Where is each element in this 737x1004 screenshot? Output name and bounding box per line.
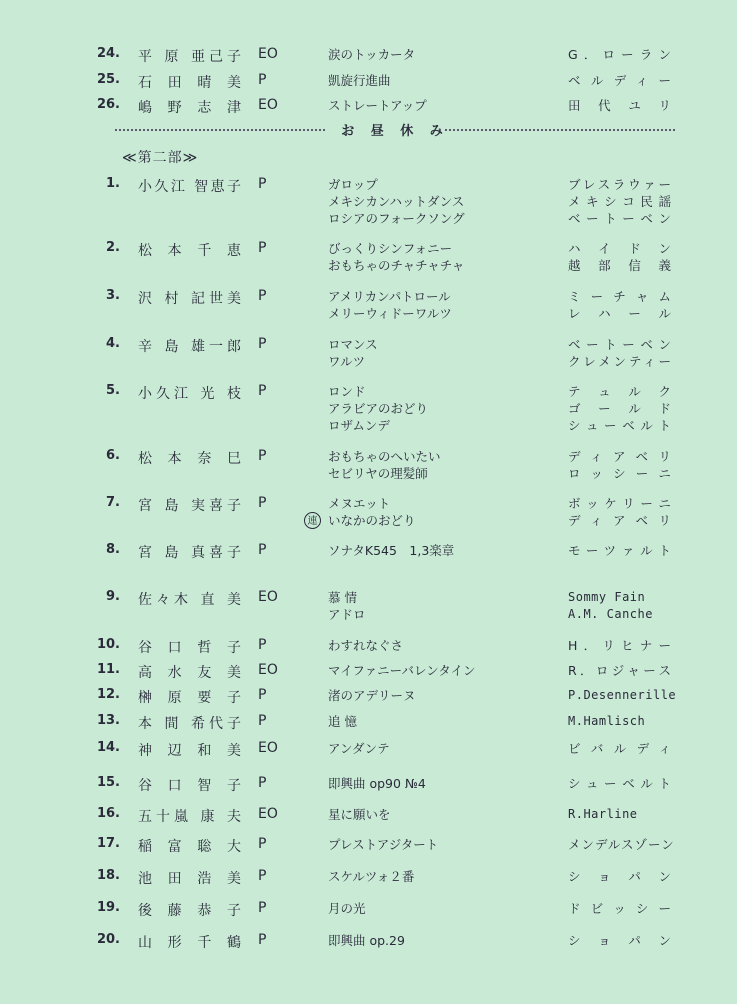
instrument-code: P [258,176,267,192]
entry-number: 13. [96,713,120,728]
composer-list [568,713,672,730]
piece-list [328,288,558,322]
piece-title: スケルツォ２番 [328,869,415,884]
performer-name: 辛 島 雄一郎 [138,339,242,355]
composer-name: シ ョ パ ン [568,869,672,884]
performer-name: 石 田 晴 美 [138,75,242,91]
composer-list [568,72,672,89]
instrument-code: P [258,495,267,511]
piece-title: ストレートアップ [328,98,427,113]
piece-title: 即興曲 op90 №4 [328,776,426,791]
piece-title: 慕 情 [328,590,357,605]
piece-title: メリーウィドーワルツ [328,306,452,321]
piece-title: アンダンテ [328,741,390,756]
entry-number: 7. [106,495,120,510]
entry-number: 14. [96,740,120,755]
composer-name: モーツァルト [568,543,672,558]
instrument-code: P [258,72,267,88]
piece-list [328,97,558,114]
performer-name: 平 原 亜己子 [138,49,242,65]
piece-list [328,72,558,89]
performer-name: 松 本 奈 巳 [138,451,242,467]
composer-name: ベートーベン [568,211,672,226]
performer-name: 本 間 希代子 [138,716,242,732]
instrument-code: P [258,383,267,399]
instrument-code: P [258,932,267,948]
piece-title: アドロ [328,607,366,622]
piece-list [328,637,558,654]
piece-list [328,336,558,370]
intermission-label: お 昼 休 み [341,124,449,139]
performer-name: 谷 口 哲 子 [138,640,242,656]
piece-list [328,383,558,434]
piece-title: 星に願いを [328,807,391,822]
piece-title: マイファニーバレンタイン [328,663,476,678]
instrument-code: P [258,637,267,653]
composer-name: G．ローラン [568,47,672,62]
composer-name: ビバルディ [568,741,672,756]
composer-name: ディアベリ [568,449,672,464]
piece-list [328,932,558,949]
composer-name: ディアベリ [568,513,672,528]
composer-name: シューベルト [568,418,672,433]
piece-title: アメリカンパトロール [328,289,451,304]
piece-title: プレストアジタート [328,837,439,852]
entry-number: 4. [106,336,120,351]
performer-name: 稲 富 聡 大 [138,839,242,855]
piece-title: おもちゃのへいたい [328,449,441,464]
instrument-code: P [258,868,267,884]
instrument-code: EO [258,589,278,605]
composer-name: R．ロジャース [568,663,672,678]
piece-title: ロシアのフォークソング [328,211,465,226]
composer-name: ハ イ ド ン [568,241,672,256]
composer-name: メンデルスゾーン [568,837,675,852]
piece-title: 凱旋行進曲 [328,73,391,88]
composer-list [568,687,677,704]
entry-number: 11. [96,662,120,677]
piece-list [328,806,558,823]
piece-title: わすれなぐさ [328,638,404,653]
instrument-code: P [258,288,267,304]
instrument-code: EO [258,740,278,756]
instrument-code: P [258,900,267,916]
piece-title: 渚のアデリーヌ [328,688,416,703]
performer-name: 神 辺 和 美 [138,743,242,759]
piece-title: ガロップ [328,177,378,192]
entry-number: 25. [96,72,120,87]
composer-list [568,542,672,559]
composer-list [568,900,672,917]
entry-number: 1. [106,176,120,191]
composer-name: Sommy Fain [568,590,646,604]
composer-name: ロッシーニ [568,466,672,481]
piece-list [328,713,558,730]
entry-number: 15. [96,775,120,790]
entry-number: 10. [96,637,120,652]
piece-title: ロマンス [328,337,378,352]
performer-name: 宮 島 実喜子 [138,498,242,514]
piece-title: アラビアのおどり [328,401,429,416]
instrument-code: EO [258,806,278,822]
entry-number: 9. [106,589,120,604]
piece-title: メヌエット [328,496,391,511]
piece-title: 追 憶 [328,714,357,729]
composer-name: P.Desennerille [568,688,677,702]
composer-name: M.Hamlisch [568,714,646,728]
intermission-divider [115,120,675,140]
performer-name: 池 田 浩 美 [138,871,242,887]
performer-name: 山 形 千 鶴 [138,935,242,951]
instrument-code: P [258,713,267,729]
instrument-code: EO [258,662,278,678]
performer-name: 谷 口 智 子 [138,778,242,794]
piece-list [328,900,558,917]
composer-list [568,176,672,227]
performer-name: 高 水 友 美 [138,665,242,681]
piece-title: 即興曲 op.29 [328,933,405,948]
composer-list [568,932,672,949]
composer-name: ゴ ー ル ド [568,401,672,416]
composer-name: シ ョ パ ン [568,933,672,948]
composer-list [568,662,672,679]
piece-list [328,240,558,274]
performer-name: 小久江 光 枝 [138,386,242,402]
entry-number: 8. [106,542,120,557]
entry-number: 6. [106,448,120,463]
composer-list [568,240,672,274]
piece-title: ロザムンデ [328,418,390,433]
composer-name: シューベルト [568,776,672,791]
piece-list [328,448,558,482]
composer-list [568,637,672,654]
instrument-code: P [258,775,267,791]
composer-name: レ ハ ー ル [568,306,672,321]
instrument-code: P [258,336,267,352]
performer-name: 五十嵐 康 夫 [138,809,242,825]
composer-list [568,46,672,63]
piece-list [328,775,558,792]
piece-title: ソナタK545 1,3楽章 [328,543,455,558]
entry-number: 3. [106,288,120,303]
composer-name: クレメンティー [568,354,672,369]
entry-number: 18. [96,868,120,883]
instrument-code: EO [258,46,278,62]
piece-title: 月の光 [328,901,366,916]
piece-title: びっくりシンフォニー [328,241,453,256]
composer-list [568,383,672,434]
composer-name: 越 部 信 義 [568,258,672,273]
piece-list [328,589,558,623]
composer-list [568,448,672,482]
composer-name: メキシコ民謡 [568,194,672,209]
composer-list [568,336,672,370]
piece-title: ロンド [328,384,366,399]
performer-name: 後 藤 恭 子 [138,903,242,919]
composer-list [568,589,672,623]
piece-title: おもちゃのチャチャチャ [328,258,465,273]
entry-number: 12. [96,687,120,702]
entry-number: 24. [96,46,120,61]
composer-name: R.Harline [568,807,638,821]
entry-number: 20. [96,932,120,947]
section-title: ≪第二部≫ [122,150,199,166]
composer-name: ブレスラウァー [568,177,672,192]
composer-list [568,97,672,114]
piece-list [328,868,558,885]
performer-name: 小久江 智恵子 [138,179,242,195]
performer-name: 嶋 野 志 津 [138,100,242,116]
instrument-code: P [258,687,267,703]
instrument-code: EO [258,97,278,113]
entry-number: 26. [96,97,120,112]
composer-list [568,740,672,757]
piece-list [328,687,558,704]
piece-title: 涙のトッカータ [328,47,416,62]
piece-list [328,542,558,559]
entry-number: 17. [96,836,120,851]
composer-name: ミ ー チ ャ ム [568,289,672,304]
composer-name: テ ュ ル ク [568,384,672,399]
instrument-code: P [258,542,267,558]
instrument-code: P [258,448,267,464]
duet-mark: 連 [304,512,321,529]
performer-name: 沢 村 記世美 [138,291,242,307]
piece-list [328,836,558,853]
piece-title: セビリヤの理髪師 [328,466,428,481]
composer-name: H．リヒナー [568,638,672,653]
composer-list [568,495,672,529]
composer-list [568,288,672,322]
composer-list [568,775,672,792]
piece-list [328,176,558,227]
composer-name: 田 代 ユ リ [568,98,672,113]
composer-list [568,806,672,823]
piece-list [328,46,558,63]
entry-number: 2. [106,240,120,255]
piece-title: メキシカンハットダンス [328,194,465,209]
composer-list [568,868,672,885]
instrument-code: P [258,240,267,256]
composer-name: ベルディー [568,73,672,88]
instrument-code: P [258,836,267,852]
composer-list [568,836,675,853]
performer-name: 榊 原 要 子 [138,690,242,706]
composer-name: ド ビ ッ シ ー [568,901,672,916]
piece-title: ワルツ [328,354,366,369]
entry-number: 19. [96,900,120,915]
piece-list [328,662,558,679]
piece-list [328,740,558,757]
performer-name: 佐々木 直 美 [138,592,242,608]
piece-title: いなかのおどり [328,513,416,528]
performer-name: 宮 島 真喜子 [138,545,242,561]
entry-number: 5. [106,383,120,398]
composer-name: ボッケリーニ [568,496,672,511]
composer-name: A.M. Canche [568,607,653,621]
composer-name: ベートーベン [568,337,672,352]
performer-name: 松 本 千 恵 [138,243,242,259]
entry-number: 16. [96,806,120,821]
piece-list [328,495,558,529]
